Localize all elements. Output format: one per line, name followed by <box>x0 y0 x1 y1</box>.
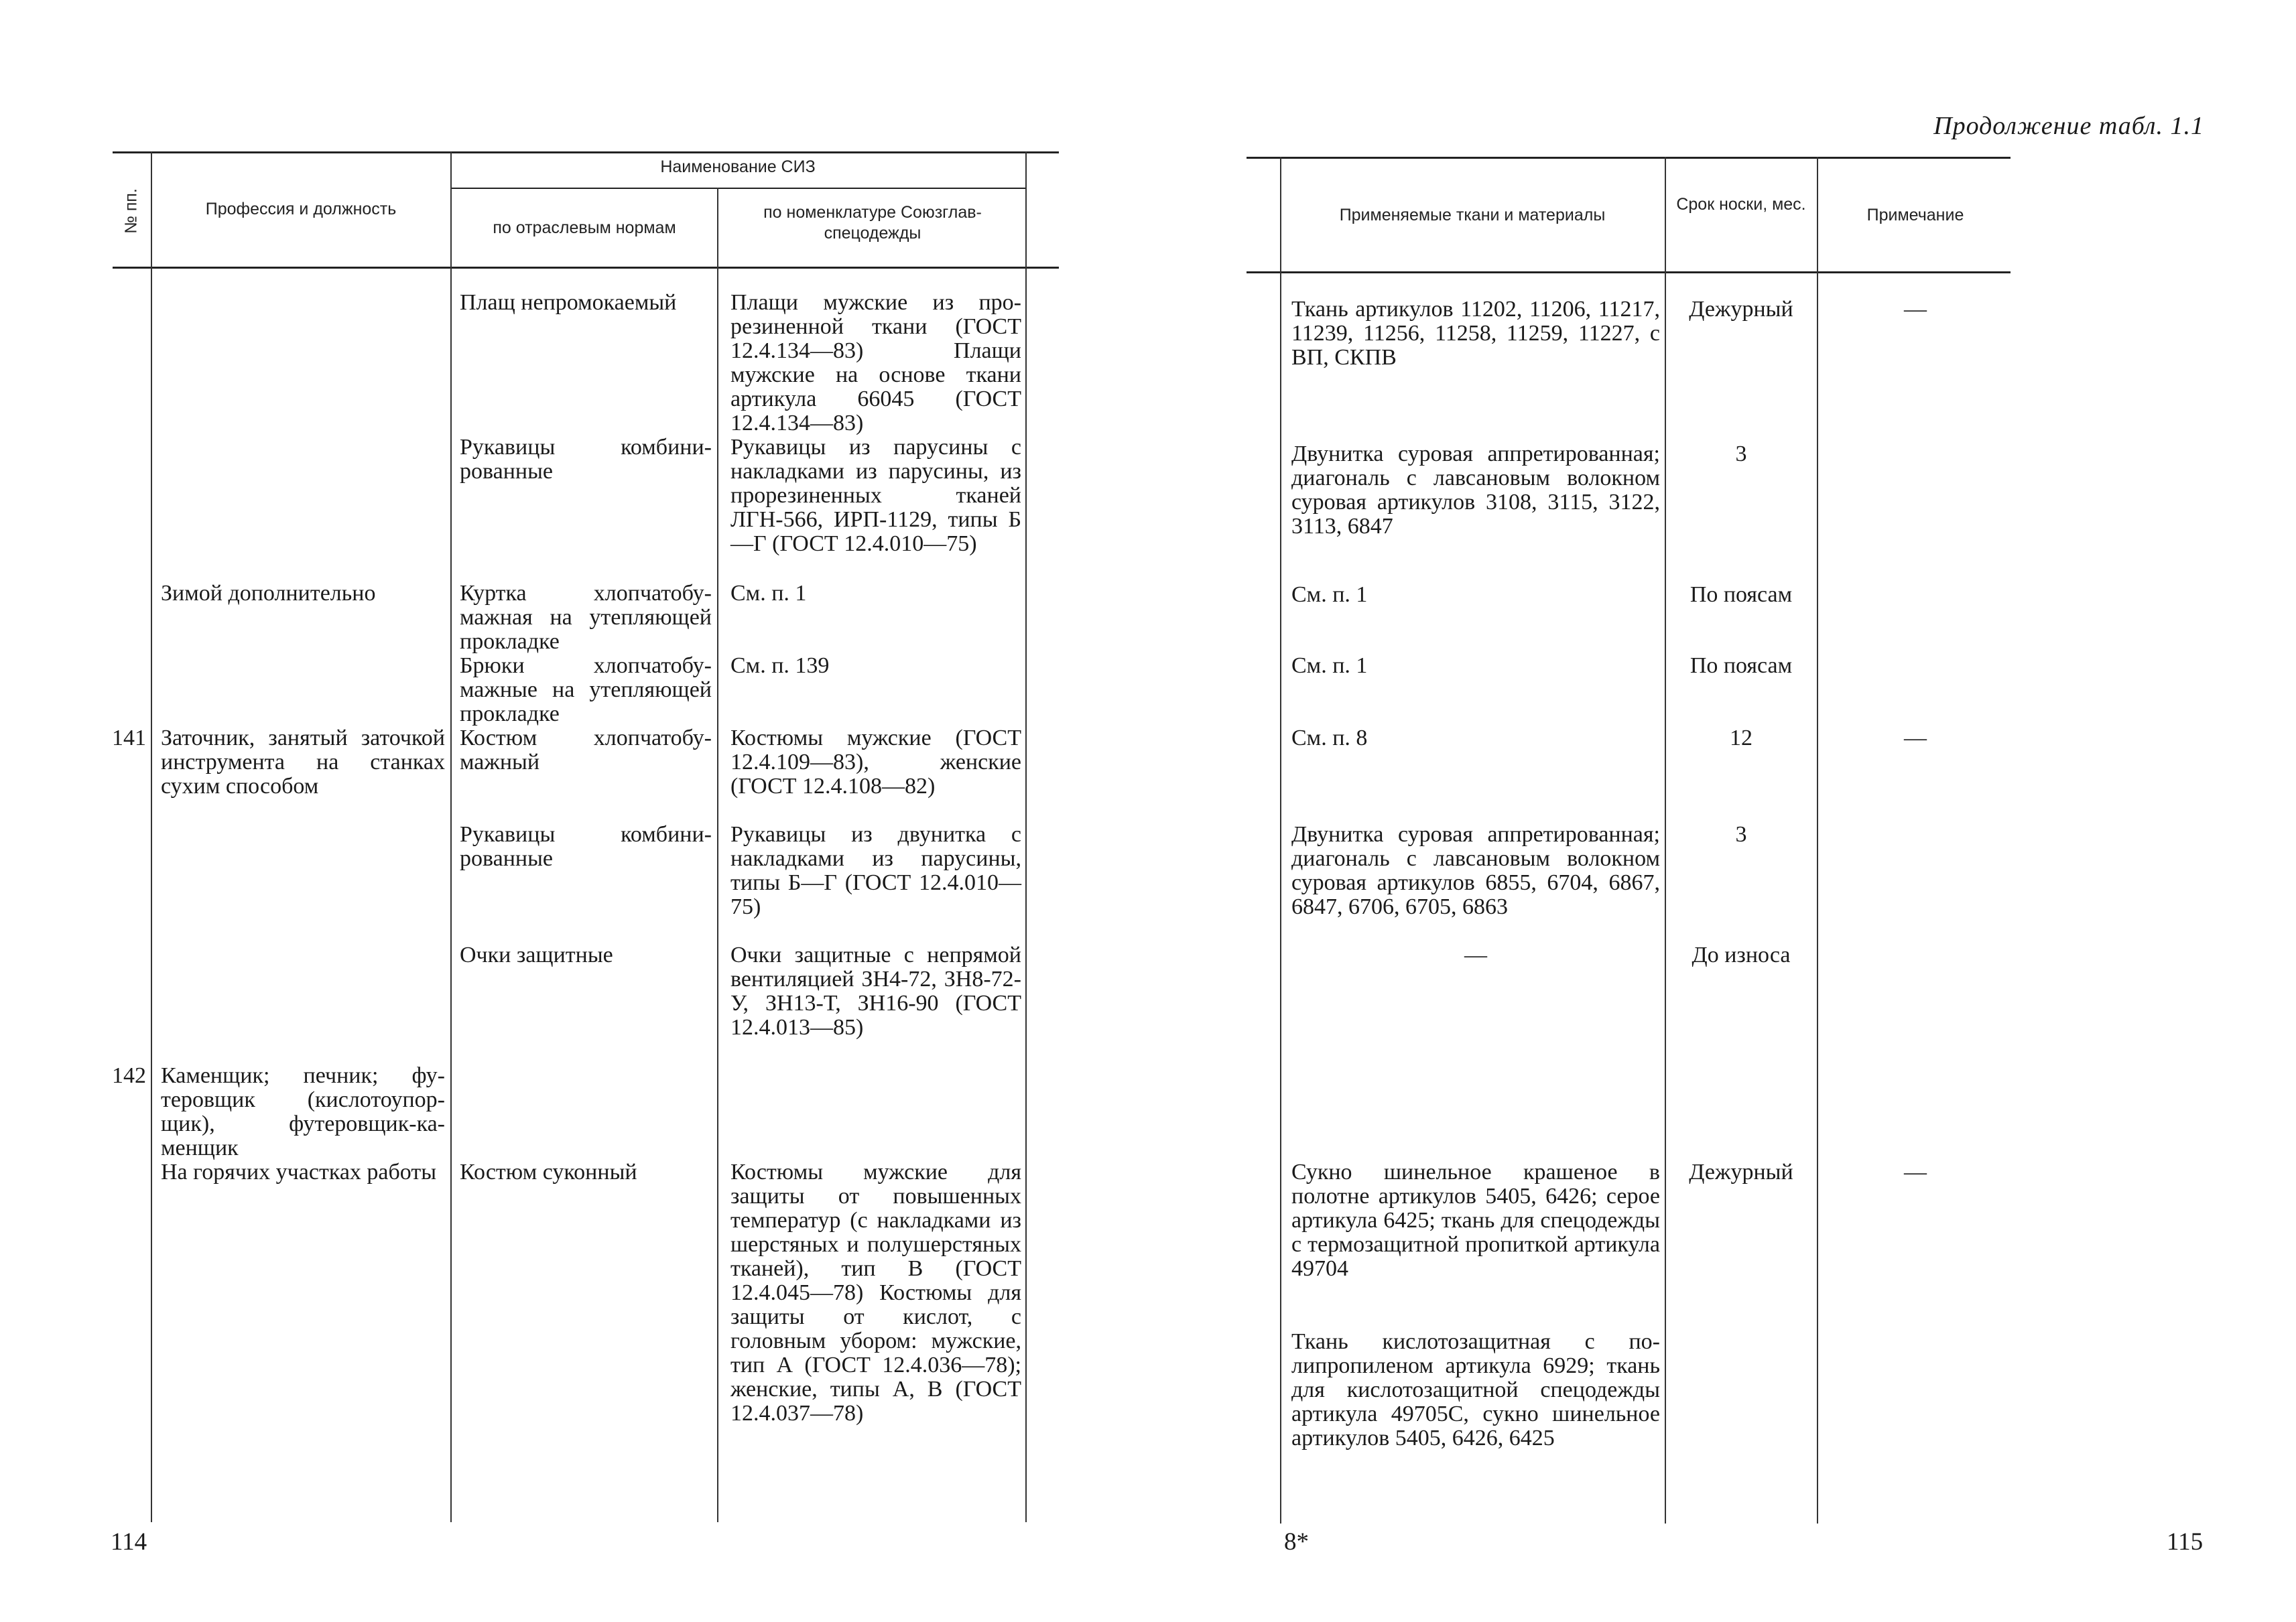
entry-5-norms: Костюм хлопчатобумажный <box>460 726 712 774</box>
entry-4-norms: Брюки хлопчатобумажные на утепляющей прокладке <box>460 653 712 726</box>
entry-4-nomenclature: См. п. 139 <box>730 653 830 678</box>
winter-additional: Зимой дополнительно <box>161 581 376 606</box>
materials-row-9: Ткань кислотозащитная с полипропиленом артикула 6929; ткань для кислотозащитной спецодежды артикула 49705С, сукно шинельное артикулов 5405, 6426, 6425 <box>1291 1329 1660 1450</box>
header-siz-group: Наименование СИЗ <box>660 157 816 176</box>
term-row-2: 3 <box>1735 442 1747 466</box>
col-divider-profession <box>450 151 452 1522</box>
materials-row-3: См. п. 1 <box>1291 582 1368 607</box>
table-top-rule-right <box>1247 157 2011 159</box>
term-row-8: Дежурный <box>1689 1160 1793 1185</box>
page-number-left: 114 <box>111 1528 147 1556</box>
header-term: Срок носки, мес. <box>1676 195 1806 214</box>
note-row-8: — <box>1904 1160 1927 1185</box>
entry-1-norms: Плащ непромокаемый <box>460 290 677 315</box>
entry-6-norms: Рукавицы комбинированные <box>460 822 712 871</box>
col-divider-num <box>151 151 152 1522</box>
materials-row-5: См. п. 8 <box>1291 726 1368 750</box>
header-num: № пп. <box>121 188 141 234</box>
term-row-4: По поясам <box>1689 653 1793 678</box>
materials-row-2: Двунитка суровая аппретированная; диагональ с лавсановым волокном суровая артикулов 3108, 3115, 3122, 3113, 6847 <box>1291 442 1660 539</box>
term-row-5: 12 <box>1730 726 1752 750</box>
materials-row-8: Сукно шинельное крашеное в полотне артикулов 5405, 6426; серое артикула 6425; ткань для спецодежды с термозащитной пропиткой артикула 49704 <box>1291 1160 1660 1281</box>
entry-7-nomenclature: Очки защитные с непрямой вентиляцией ЗН4-72, ЗН8-72-У, ЗН13-Т, ЗН16-90 (ГОСТ 12.4.013—85) <box>730 943 1021 1040</box>
signature-mark: 8* <box>1284 1528 1309 1556</box>
header-materials: Применяемые ткани и материалы <box>1339 206 1606 224</box>
header-note: Примечание <box>1866 206 1964 224</box>
term-row-3: По поясам <box>1689 582 1793 607</box>
materials-row-1: Ткань артикулов 11202, 11206, 11217, 11239, 11256, 11258, 11259, 11227, с ВП, СКПВ <box>1291 297 1660 370</box>
col-divider-term <box>1817 157 1818 1524</box>
profession-141: Заточник, занятый заточкой инструмента на станках сухим способом <box>161 726 445 799</box>
materials-row-4: См. п. 1 <box>1291 653 1368 678</box>
entry-3-norms: Куртка хлопчатобумажная на утепляющей прокладке <box>460 581 712 654</box>
header-profession: Профессия и должность <box>205 200 397 218</box>
term-row-6: 3 <box>1735 822 1747 847</box>
col-divider-start <box>1280 157 1281 1524</box>
entry-3-nomenclature: См. п. 1 <box>730 581 807 606</box>
entry-2-norms: Рукавицы комбинированные <box>460 435 712 484</box>
note-row-1: — <box>1904 297 1927 322</box>
header-sub-rule <box>450 188 1025 189</box>
header-by-nomenclature: по номенклатуре Союзглав-спецодежды <box>763 203 982 243</box>
entry-2-nomenclature: Рукавицы из парусины с накладками из парусины, из прорезиненных тканей ЛГН-566, ИРП-1129, типы Б—Г (ГОСТ 12.4.010—75) <box>730 435 1021 556</box>
header-bottom-rule-right <box>1247 271 2011 273</box>
row-number-141: 141 <box>112 726 146 750</box>
note-row-5: — <box>1904 726 1927 750</box>
entry-5-nomenclature: Костюмы мужские (ГОСТ 12.4.109—83), женские (ГОСТ 12.4.108—82) <box>730 726 1021 799</box>
continuation-caption: Продолжение табл. 1.1 <box>1933 112 2204 140</box>
col-divider-materials <box>1665 157 1666 1524</box>
col-divider-norms <box>717 188 718 1522</box>
table-top-rule <box>113 151 1059 153</box>
materials-row-6: Двунитка суровая аппретированная; диагональ с лавсановым волокном суровая артикулов 6855, 6704, 6867, 6847, 6706, 6705, 6863 <box>1291 822 1660 919</box>
right-page <box>1148 0 2296 1622</box>
profession-142-hot-areas: На горячих участках работы <box>161 1160 437 1185</box>
header-bottom-rule <box>113 267 1059 269</box>
entry-1-nomenclature: Плащи мужские из прорезиненной ткани (ГОСТ 12.4.134—83) Плащи мужские на основе ткани артикула 66045 (ГОСТ 12.4.134—83) <box>730 290 1021 435</box>
term-row-1: Дежурный <box>1689 297 1793 322</box>
header-by-norms: по отраслевым нормам <box>493 218 676 237</box>
term-row-7: До износа <box>1692 943 1791 967</box>
entry-8-nomenclature: Костюмы мужские для защиты от повышенных температур (с накладками из шерстяных и полушерстяных тканей), тип В (ГОСТ 12.4.045—78) Костюмы для защиты от кислот, с головным убором: мужские, тип А (ГОСТ 12.4.036—78); женские, типы А, В (ГОСТ 12.4.037—78) <box>730 1160 1021 1426</box>
entry-6-nomenclature: Рукавицы из двунитка с накладками из парусины, типы Б—Г (ГОСТ 12.4.010—75) <box>730 822 1021 919</box>
entry-8-norms: Костюм суконный <box>460 1160 637 1185</box>
page-number-right: 115 <box>2167 1528 2204 1556</box>
profession-142: Каменщик; печник; футеровщик (кислотоупорщик), футеровщик-каменщик <box>161 1063 445 1160</box>
row-number-142: 142 <box>112 1063 146 1088</box>
materials-row-7: — <box>1464 943 1487 967</box>
entry-7-norms: Очки защитные <box>460 943 613 967</box>
col-divider-nomenclature <box>1025 151 1027 1522</box>
